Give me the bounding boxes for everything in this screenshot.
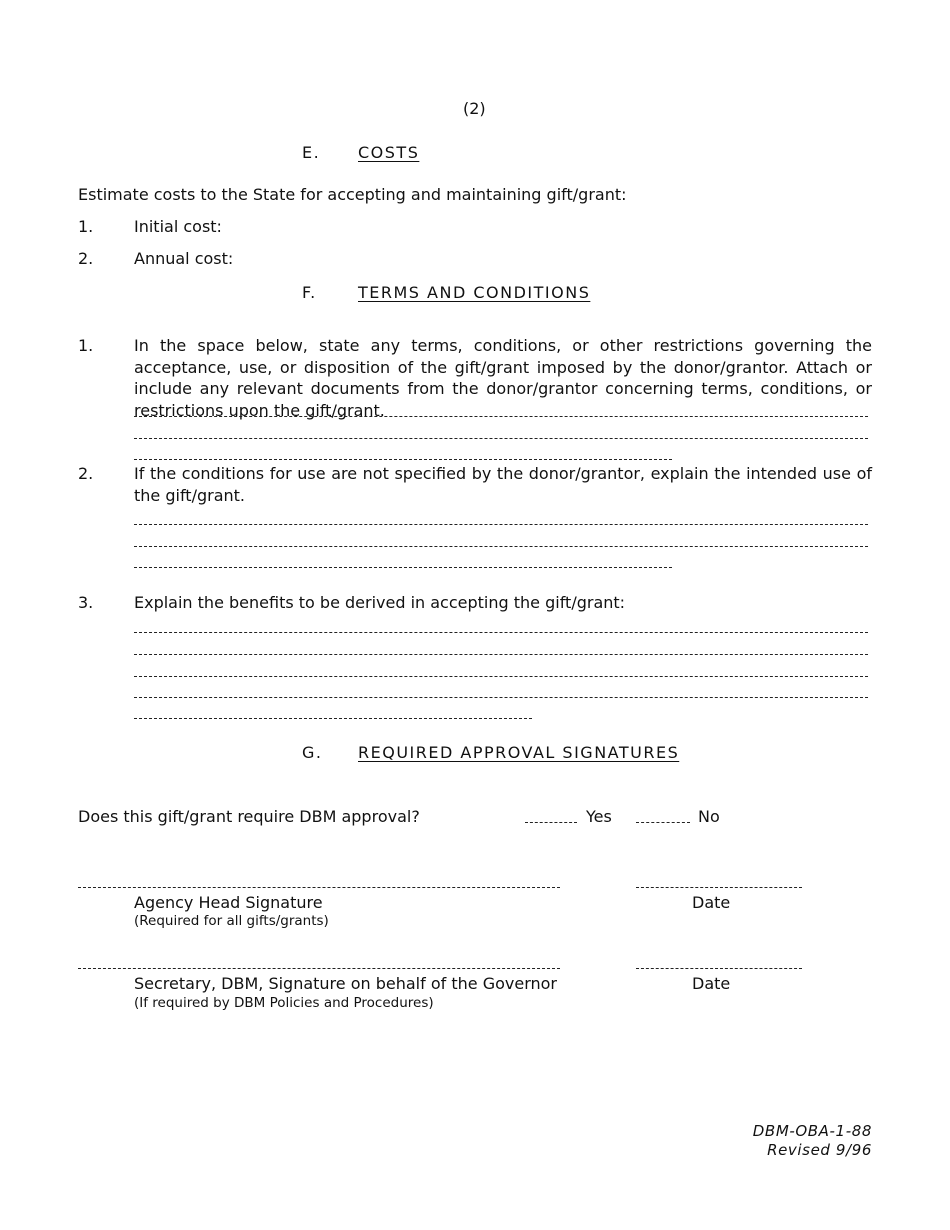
benefits-question: Explain the benefits to be derived in accepting the gift/grant:	[134, 593, 626, 612]
agency-head-signature-label: Agency Head Signature	[134, 893, 323, 912]
page-number: (2)	[463, 99, 486, 118]
agency-head-signature-line[interactable]	[78, 887, 560, 888]
yes-blank[interactable]	[525, 822, 577, 823]
form-id: DBM-OBA-1-88	[752, 1122, 872, 1140]
benefits-answer-line[interactable]	[134, 654, 868, 655]
agency-head-date-line[interactable]	[636, 887, 802, 888]
costs-intro: Estimate costs to the State for accepting and maintaining gift/grant:	[78, 185, 627, 204]
terms-answer-line[interactable]	[134, 438, 868, 439]
section-f-title: TERMS AND CONDITIONS	[358, 283, 591, 302]
cost-item-number: 2.	[78, 249, 94, 268]
secretary-signature-line[interactable]	[78, 968, 560, 969]
section-g-letter: G.	[302, 743, 323, 762]
dbm-approval-question: Does this gift/grant require DBM approval?	[78, 807, 420, 826]
terms-answer-line[interactable]	[134, 459, 672, 460]
benefits-answer-line[interactable]	[134, 697, 868, 698]
secretary-date-line[interactable]	[636, 968, 802, 969]
yes-label: Yes	[586, 807, 612, 826]
annual-cost-label: Annual cost:	[134, 249, 234, 268]
intended-use-answer-line[interactable]	[134, 524, 868, 525]
section-g-title: REQUIRED APPROVAL SIGNATURES	[358, 743, 680, 762]
no-blank[interactable]	[636, 822, 690, 823]
benefits-answer-line[interactable]	[134, 632, 868, 633]
intended-use-answer-line[interactable]	[134, 567, 672, 568]
agency-head-date-label: Date	[692, 893, 731, 912]
benefits-answer-line[interactable]	[134, 718, 532, 719]
benefits-answer-line[interactable]	[134, 676, 868, 677]
no-label: No	[698, 807, 720, 826]
intended-use-item-number: 2.	[78, 464, 94, 483]
terms-question: In the space below, state any terms, conditions, or other restrictions governing the acceptance, use, or disposition of the gift/grant imposed by the donor/grantor. Attach or include any relevant documents from the donor/grantor concerning terms, conditions, or restrictions upon the gift/grant.	[134, 336, 872, 420]
section-e-title: COSTS	[358, 143, 420, 162]
section-e-letter: E.	[302, 143, 321, 162]
secretary-date-label: Date	[692, 974, 731, 993]
initial-cost-label: Initial cost:	[134, 217, 222, 236]
secretary-signature-note: (If required by DBM Policies and Procedures)	[134, 995, 434, 1011]
cost-item-number: 1.	[78, 217, 94, 236]
secretary-signature-label: Secretary, DBM, Signature on behalf of the Governor	[134, 974, 557, 993]
benefits-item-number: 3.	[78, 593, 94, 612]
terms-answer-line[interactable]	[134, 416, 868, 417]
revision-date: Revised 9/96	[767, 1141, 872, 1159]
terms-item-number: 1.	[78, 336, 94, 355]
agency-head-signature-note: (Required for all gifts/grants)	[134, 913, 329, 929]
intended-use-answer-line[interactable]	[134, 546, 868, 547]
intended-use-question: If the conditions for use are not specified by the donor/grantor, explain the intended use of the gift/grant.	[134, 464, 872, 505]
section-f-letter: F.	[302, 283, 317, 302]
